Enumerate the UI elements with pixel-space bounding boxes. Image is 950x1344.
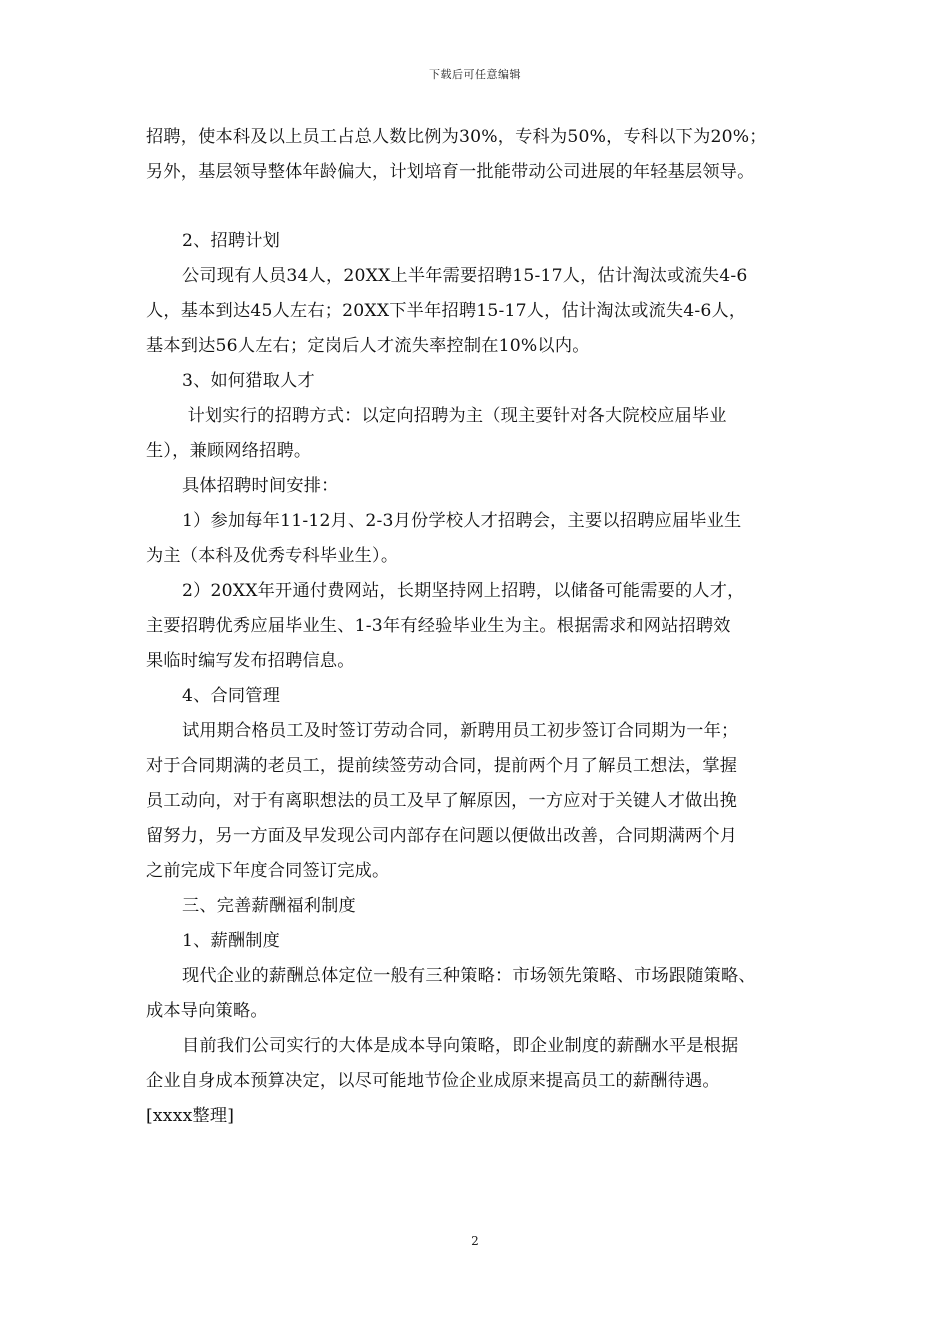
body-line: 公司现有人员34人，20XX上半年需要招聘15-17人，估计淘汰或流失4-6 xyxy=(182,266,748,286)
body-line: 2）20XX年开通付费网站，长期坚持网上招聘，以储备可能需要的人才， xyxy=(182,581,745,601)
section-heading: 3、如何猎取人才 xyxy=(182,371,315,391)
body-line: 员工动向，对于有离职想法的员工及早了解原因，一方应对于关键人才做出挽 xyxy=(146,791,738,811)
section-heading: 三、完善薪酬福利制度 xyxy=(182,896,356,916)
body-line: 对于合同期满的老员工，提前续签劳动合同，提前两个月了解员工想法，掌握 xyxy=(146,756,738,776)
body-line: 现代企业的薪酬总体定位一般有三种策略：市场领先策略、市场跟随策略、 xyxy=(182,966,756,986)
source-note: [xxxx整理] xyxy=(146,1106,235,1126)
section-heading: 1、薪酬制度 xyxy=(182,931,281,951)
page-number: 2 xyxy=(471,1234,479,1248)
body-line: 为主（本科及优秀专科毕业生）。 xyxy=(146,546,399,566)
body-line: 留努力，另一方面及早发现公司内部存在问题以便做出改善，合同期满两个月 xyxy=(146,826,738,846)
body-line: 招聘，使本科及以上员工占总人数比例为30%，专科为50%，专科以下为20%； xyxy=(146,127,767,147)
body-line: 计划实行的招聘方式：以定向招聘为主（现主要针对各大院校应届毕业 xyxy=(182,406,727,426)
section-heading: 4、合同管理 xyxy=(182,686,281,706)
body-line: 目前我们公司实行的大体是成本导向策略，即企业制度的薪酬水平是根据 xyxy=(182,1036,739,1056)
page-header: 下载后可任意编辑 xyxy=(429,68,521,81)
document-body xyxy=(146,120,818,1134)
body-line: 主要招聘优秀应届毕业生、1-3年有经验毕业生为主。根据需求和网站招聘效 xyxy=(146,616,731,636)
body-line: 生），兼顾网络招聘。 xyxy=(146,441,312,461)
body-line: 试用期合格员工及时签订劳动合同，新聘用员工初步签订合同期为一年； xyxy=(182,721,739,741)
body-line: 果临时编写发布招聘信息。 xyxy=(146,651,355,671)
body-line: 具体招聘时间安排： xyxy=(182,476,339,496)
body-line: 基本到达56人左右；定岗后人才流失率控制在10%以内。 xyxy=(146,336,590,356)
section-heading: 2、招聘计划 xyxy=(182,231,281,251)
body-line: 成本导向策略。 xyxy=(146,1001,268,1021)
body-line: 另外，基层领导整体年龄偏大，计划培育一批能带动公司进展的年轻基层领导。 xyxy=(146,162,755,182)
body-line: 人，基本到达45人左右；20XX下半年招聘15-17人，估计淘汰或流失4-6人， xyxy=(146,301,747,321)
body-line: 企业自身成本预算决定，以尽可能地节俭企业成原来提高员工的薪酬待遇。 xyxy=(146,1071,720,1091)
body-line: 之前完成下年度合同签订完成。 xyxy=(146,861,390,881)
body-line: 1）参加每年11-12月、2-3月份学校人才招聘会，主要以招聘应届毕业生 xyxy=(182,511,742,531)
paragraph-gap xyxy=(146,190,818,224)
